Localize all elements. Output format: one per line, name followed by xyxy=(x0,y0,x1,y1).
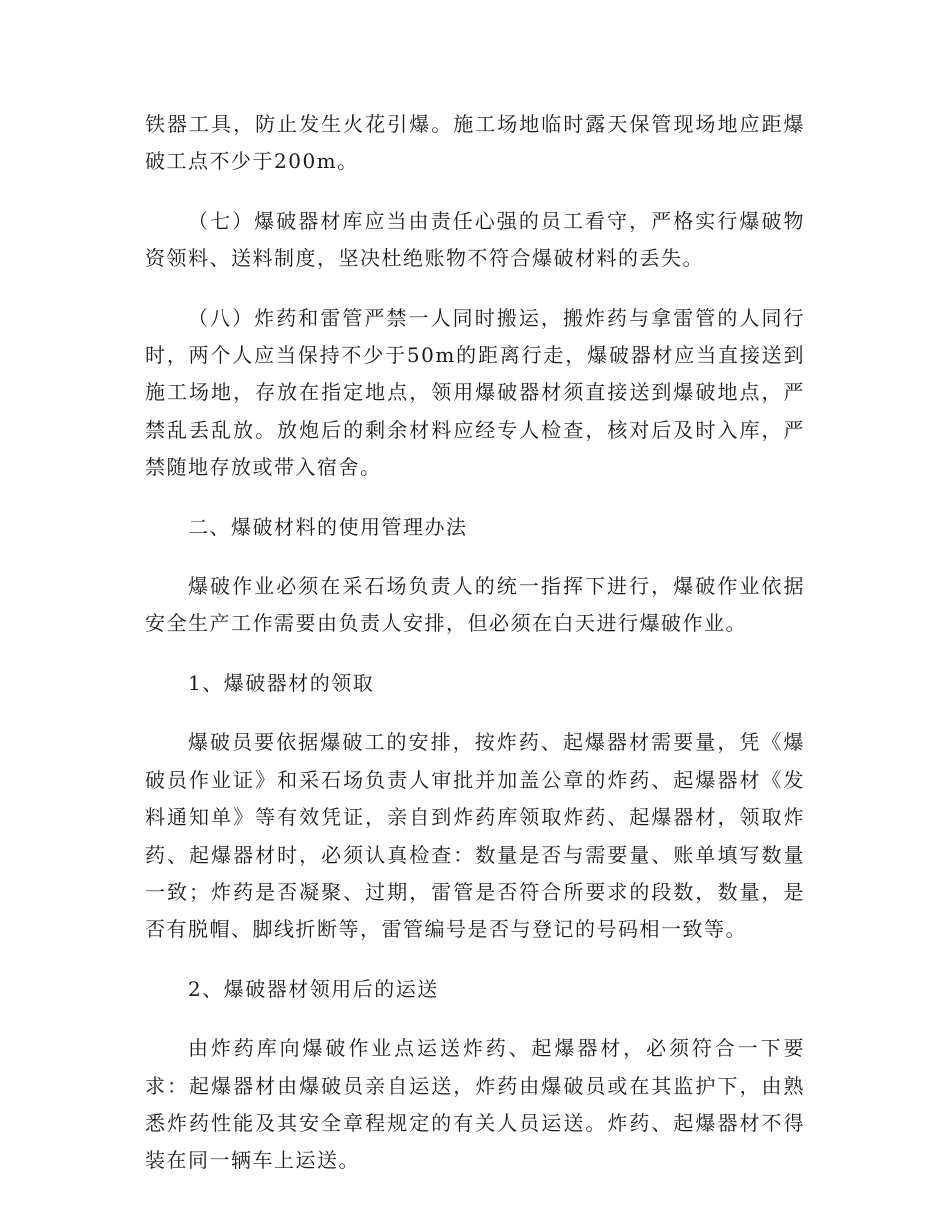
paragraph-item-8: （八）炸药和雷管严禁一人同时搬运，搬炸药与拿雷管的人同行时，两个人应当保持不少于50m的距离行走，爆破器材应当直接送到施工场地，存放在指定地点，领用爆破器材须直接送到爆破地点，严禁乱丢乱放。放炮后的剩余材料应经专人检查，核对后及时入库，严禁随地存放或带入宿舍。 xyxy=(145,305,805,480)
paragraph-continuation: 铁器工具，防止发生火花引爆。施工场地临时露天保管现场地应距爆破工点不少于200m。 xyxy=(145,112,805,174)
paragraph-transport: 由炸药库向爆破作业点运送炸药、起爆器材，必须符合一下要求：起爆器材由爆破员亲自运送，炸药由爆破员或在其监护下，由熟悉炸药性能及其安全章程规定的有关人员运送。炸药、起爆器材不得装在同一辆车上运送。 xyxy=(145,1036,805,1173)
paragraph-collection: 爆破员要依据爆破工的安排，按炸药、起爆器材需要量，凭《爆破员作业证》和采石场负责人审批并加盖公章的炸药、起爆器材《发料通知单》等有效凭证，亲自到炸药库领取炸药、起爆器材，领取炸药、起爆器材时，必须认真检查：数量是否与需要量、账单填写数量一致；炸药是否凝聚、过期，雷管是否符合所要求的段数，数量，是否有脱帽、脚线折断等，雷管编号是否与登记的号码相一致等。 xyxy=(145,730,805,942)
paragraph-item-7: （七）爆破器材库应当由责任心强的员工看守，严格实行爆破物资领料、送料制度，坚决杜绝账物不符合爆破材料的丢失。 xyxy=(145,208,805,271)
subheading-2: 2、爆破器材领用后的运送 xyxy=(188,976,439,1001)
paragraph-blasting-command: 爆破作业必须在采石场负责人的统一指挥下进行，爆破作业依据安全生产工作需要由负责人安排，但必须在白天进行爆破作业。 xyxy=(145,574,805,636)
document-body xyxy=(145,106,805,1202)
section-heading-2: 二、爆破材料的使用管理办法 xyxy=(188,514,468,539)
subheading-1: 1、爆破器材的领取 xyxy=(188,670,375,695)
